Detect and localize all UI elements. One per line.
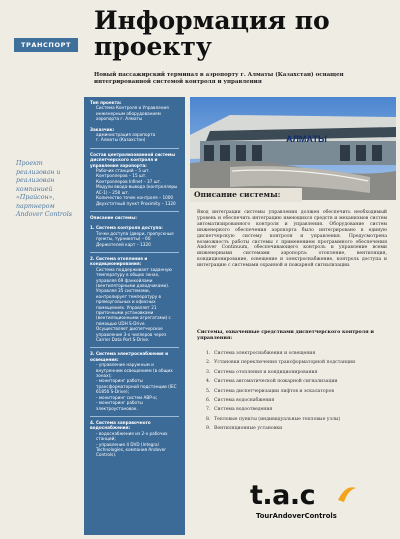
margin-note: Проект реализован и реализован компанией «Прайсон», партнером Andover Controls bbox=[16, 160, 72, 218]
sidebar-line: - мониторинг работы трансформаторной подстанции (IEC 61850 S-Drive); bbox=[96, 378, 177, 395]
page-title: Информация по проекту bbox=[94, 6, 330, 61]
sidebar-line: - мониторинг систем ABP-а; bbox=[96, 394, 158, 400]
sidebar-line: Система Контроля и Управления bbox=[96, 105, 169, 111]
list-item: 4. Система автоматической пожарной сигнализации bbox=[206, 379, 338, 385]
sidebar-heading: 2. Система отопления и кондиционирования: bbox=[90, 255, 148, 267]
sidebar-heading: 4. Система заправочного водоснабжения: bbox=[90, 419, 151, 431]
sidebar-line: Количество точек контроля – 1000 bbox=[96, 195, 174, 201]
list-item: 5. Система диспетчеризации лифтов и эскалаторов bbox=[206, 388, 334, 394]
sidebar-block-power-lighting bbox=[90, 351, 179, 410]
sidebar-block-project-type bbox=[90, 100, 179, 122]
sidebar-heading: Тип проекта: bbox=[90, 100, 122, 105]
sidebar-line: администрация аэропорта bbox=[96, 132, 156, 138]
sidebar-block-water bbox=[90, 420, 179, 458]
list-item: 8. Тепловые пункты (индивидуальные тепловые узлы) bbox=[206, 416, 341, 422]
system-description-text: Ввод интеграции системы управления должен обеспечить необходимый уровень и обеспечить интеграцию имеющихся средств и механизмов систем автоматизированного контроля и управления. Оборудование систем инженерного обеспечения аэропорта было интегрировано в единую диспетчерскую систему контроля и управления. Предусмотрена возможность работы системы с применением программного обеспечения Andover Continuum, обеспечивающего контроль и управление всеми инженерными системами аэропорта: отопление, вентиляция, кондиционирование, освещение и электроснабжение, контроль доступа и интеграцию с системами охранной и пожарной сигнализации. bbox=[197, 210, 387, 269]
airport-sign: АЛМАТЫ bbox=[286, 134, 327, 144]
sidebar-line: Модули ввода-вывода (контроллеры AC-1) – 250 шт. bbox=[96, 184, 178, 195]
list-item: 3. Система отопления и кондиционирования bbox=[206, 369, 318, 375]
page-subtitle: Новый пассажирский терминал в аэропорту г. Алматы (Казахстан) оснащен интегрированной системой контроля и управления bbox=[94, 72, 344, 85]
sidebar-line: Система поддерживает заданную температуру в общих зонах, управляя 69 фанкойлами (вентиляторными доводчиками). Управляя 35 системами, контролирует температуру в прямоугольных и офисных помещениях. Управляет 21 приточными установками (вентиляционными агрегатами) с помощью UDH S-Drive. Осуществляет диспетчерское управление 3-х чиллеров через Carrier Data Port S-Drive. bbox=[96, 266, 172, 343]
logo-wordmark: t.a.c bbox=[250, 480, 316, 511]
sidebar-divider bbox=[90, 148, 179, 149]
logo-swirl-icon bbox=[334, 482, 360, 508]
sidebar-line: - управление 4 DVD (Integral Technologies, компания Andover Controls). bbox=[96, 441, 166, 458]
sidebar-block-hvac bbox=[90, 256, 179, 343]
systems-list bbox=[206, 351, 394, 436]
sidebar-heading: 1. Система контроля доступа: bbox=[90, 225, 163, 231]
sidebar-line: - управление наружным и внутренним освещением (в общих зонах); bbox=[96, 362, 173, 379]
logo-subtitle: TourAndoverControls bbox=[256, 512, 337, 520]
sidebar-block-composition bbox=[90, 152, 179, 206]
systems-covered-heading: Системы, охваченные средствами диспетчерского контроля и управления: bbox=[197, 329, 374, 341]
sidebar-line: - водоснабжение из 2-х рабочих станций; bbox=[96, 430, 168, 442]
sidebar-heading: Состав централизованной системы диспетчерского контроля и управления аэропорта: bbox=[90, 151, 176, 168]
list-item: 6. Система водоснабжения bbox=[206, 398, 275, 404]
sidebar-heading: Заказчик: bbox=[90, 126, 115, 132]
sidebar-divider bbox=[90, 211, 179, 212]
sidebar-divider bbox=[90, 347, 179, 348]
sidebar-line: Держателей карт – 1320 bbox=[96, 241, 151, 247]
airport-terminal-illustration bbox=[190, 97, 396, 200]
sidebar-line: инженерным оборудованием bbox=[96, 110, 161, 116]
list-item: 9. Вентиляционные установки bbox=[206, 426, 283, 432]
airport-terminal-photo bbox=[190, 97, 396, 200]
section-tab: ТРАНСПОРТ bbox=[14, 38, 78, 52]
sidebar-line: Рабочих станций – 5 шт. bbox=[96, 168, 150, 174]
tac-logo bbox=[250, 480, 360, 530]
sidebar-block-access-control bbox=[90, 225, 179, 247]
sidebar-line: г. Алматы (Казахстан) bbox=[96, 137, 146, 143]
project-info-sidebar bbox=[84, 97, 185, 535]
list-item: 1. Система электроснабжения и освещения bbox=[206, 351, 316, 356]
sidebar-line: Точки доступа (двери, пропускные пункты, турникеты) – 60 bbox=[96, 230, 174, 242]
sidebar-line: аэропорта г. Алматы bbox=[96, 116, 143, 122]
sidebar-line: - мониторинг работы электроустановок. bbox=[96, 400, 143, 411]
system-description-heading: Описание системы: bbox=[190, 188, 302, 202]
sidebar-line: Контроллеров Infinet – 37 шт. bbox=[96, 178, 162, 184]
list-item: 7. Система водоотведения bbox=[206, 407, 273, 413]
sidebar-divider bbox=[90, 252, 179, 253]
sidebar-block-description bbox=[90, 215, 179, 220]
sidebar-heading: Описание системы: bbox=[90, 214, 137, 220]
list-item: 2. Установки переключения трансформаторной подстанции bbox=[206, 360, 356, 366]
sidebar-line: Двухстатный пункт Proximity – 1320 bbox=[96, 200, 176, 206]
sidebar-block-customer bbox=[90, 127, 179, 143]
sidebar-line: Контроллеров – 15 шт. bbox=[96, 173, 147, 179]
sidebar-heading: 3. Система электроснабжения и освещения: bbox=[90, 351, 168, 362]
sidebar-divider bbox=[90, 416, 179, 417]
